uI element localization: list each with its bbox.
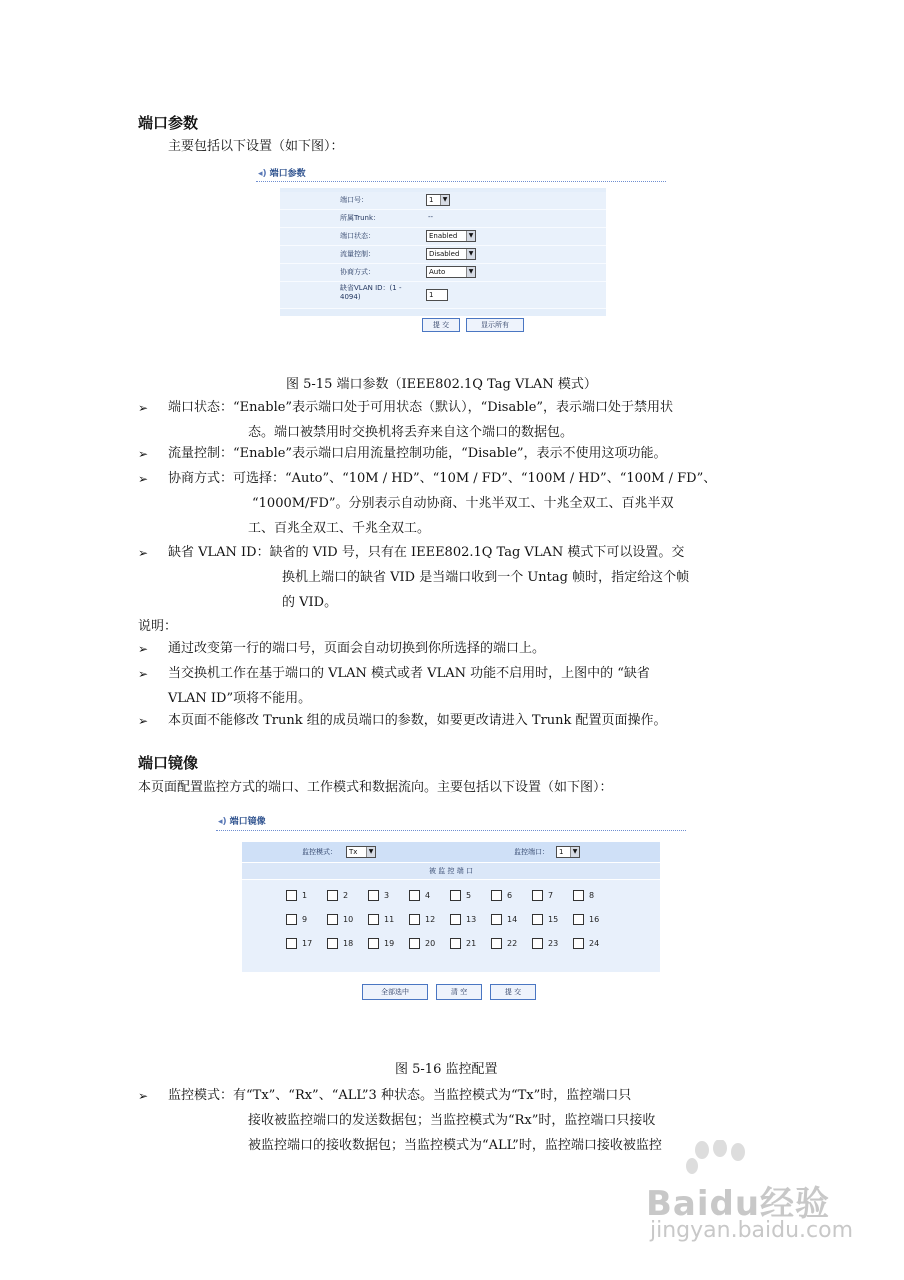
port-checkbox-label: 10 — [343, 915, 354, 924]
list-item: 缺省 VLAN ID：缺省的 VID 号，只有在 IEEE802.1Q Tag VLAN 模式下可以设置。交 — [168, 545, 685, 560]
port-checkbox[interactable] — [327, 938, 338, 949]
port-checkbox-label: 1 — [302, 891, 308, 900]
list-item: 当交换机工作在基于端口的 VLAN 模式或者 VLAN 功能不启用时，上图中的 “缺省 — [168, 666, 650, 681]
port-checkbox-label: 3 — [384, 891, 390, 900]
port-checkbox-label: 14 — [507, 915, 518, 924]
port-select[interactable]: 1 ▼ — [426, 194, 450, 206]
list-item-cont: 接收被监控端口的发送数据包；当监控模式为“Rx”时，监控端口只接收 — [248, 1113, 656, 1128]
bullet-arrow-icon: ➢ — [138, 714, 149, 728]
list-item: 协商方式：可选择：“Auto”、“10M / HD”、“10M / FD”、“100M / HD”、“100M / FD”、 — [168, 471, 717, 486]
port-checkbox[interactable] — [327, 890, 338, 901]
bullet-arrow-icon: ➢ — [138, 472, 149, 486]
figure-caption: 图 5-15 端口参数（IEEE802.1Q Tag VLAN 模式） — [286, 377, 597, 392]
port-checkbox[interactable] — [491, 914, 502, 925]
port-checkbox-label: 15 — [548, 915, 559, 924]
trunk-label: 所属Trunk： — [340, 214, 381, 222]
port-mirror-screenshot — [212, 808, 688, 1018]
vlan-id-input[interactable]: 1 — [426, 289, 448, 301]
panel-title: ◂) 端口镜像 — [218, 817, 266, 827]
form-row-status — [280, 228, 606, 246]
port-checkbox-label: 16 — [589, 915, 600, 924]
list-item: 端口状态：“Enable”表示端口处于可用状态（默认），“Disable”，表示端口处于禁用状 — [168, 400, 674, 415]
port-checkbox-label: 6 — [507, 891, 513, 900]
port-checkbox-label: 8 — [589, 891, 595, 900]
bullet-arrow-icon: ➢ — [138, 447, 149, 461]
list-item-cont: 态。端口被禁用时交换机将丢弃来自这个端口的数据包。 — [248, 425, 574, 440]
section-heading-port-params: 端口参数 — [138, 114, 199, 132]
section-intro: 本页面配置监控方式的端口、工作模式和数据流向。主要包括以下设置（如下图）： — [138, 780, 613, 795]
port-checkbox-label: 22 — [507, 939, 518, 948]
port-checkbox-label: 19 — [384, 939, 395, 948]
divider — [256, 181, 666, 182]
chevron-down-icon: ▼ — [570, 847, 579, 857]
port-checkbox[interactable] — [286, 938, 297, 949]
section-heading-port-mirror: 端口镜像 — [138, 754, 199, 772]
list-item: 流量控制：“Enable”表示端口启用流量控制功能，“Disable”，表示不使用这项功能。 — [168, 446, 667, 461]
figure-caption: 图 5-16 监控配置 — [395, 1062, 498, 1077]
form-row-negotiation — [280, 264, 606, 282]
mirror-config-row — [242, 842, 660, 862]
watermark-logo: Baidu经验 — [646, 1184, 831, 1224]
port-checkbox[interactable] — [573, 890, 584, 901]
port-checkbox[interactable] — [286, 890, 297, 901]
list-item-cont: 的 VID。 — [282, 595, 338, 610]
flow-select[interactable]: Disabled ▼ — [426, 248, 476, 260]
chevron-down-icon: ▼ — [466, 231, 475, 241]
port-checkbox[interactable] — [409, 890, 420, 901]
section-intro: 主要包括以下设置（如下图）： — [168, 139, 344, 154]
port-checkbox-label: 7 — [548, 891, 554, 900]
list-item-cont: 工、百兆全双工、千兆全双工。 — [248, 521, 431, 536]
port-checkbox[interactable] — [573, 938, 584, 949]
port-checkbox[interactable] — [409, 914, 420, 925]
port-checkbox[interactable] — [327, 914, 338, 925]
port-checkbox-label: 2 — [343, 891, 349, 900]
port-checkbox-label: 12 — [425, 915, 436, 924]
port-checkbox-label: 4 — [425, 891, 431, 900]
list-item-cont: 被监控端口的接收数据包；当监控模式为“ALL”时，监控端口接收被监控 — [248, 1138, 662, 1153]
port-checkbox[interactable] — [450, 914, 461, 925]
port-checkbox[interactable] — [286, 914, 297, 925]
clear-button[interactable]: 清 空 — [436, 984, 482, 1000]
show-all-button[interactable]: 显示所有 — [466, 318, 524, 332]
negotiation-select[interactable]: Auto ▼ — [426, 266, 476, 278]
mode-select[interactable]: Tx ▼ — [346, 846, 376, 858]
speaker-icon: ◂) — [258, 169, 267, 179]
chevron-down-icon: ▼ — [466, 249, 475, 259]
vlan-label: 缺省VLAN ID：(1 - 4094) — [340, 284, 402, 301]
bullet-arrow-icon: ➢ — [138, 667, 149, 681]
port-checkbox-label: 17 — [302, 939, 313, 948]
bullet-arrow-icon: ➢ — [138, 642, 149, 656]
port-checkbox-label: 13 — [466, 915, 477, 924]
flow-label: 流量控制： — [340, 250, 375, 258]
port-checkbox-label: 5 — [466, 891, 472, 900]
port-checkbox-label: 21 — [466, 939, 477, 948]
monitored-title: 被 监 控 端 口 — [429, 867, 473, 875]
port-checkbox[interactable] — [491, 890, 502, 901]
chevron-down-icon: ▼ — [366, 847, 375, 857]
mode-label: 监控模式： — [302, 848, 337, 856]
status-select[interactable]: Enabled ▼ — [426, 230, 476, 242]
port-checkbox[interactable] — [450, 890, 461, 901]
port-checkbox[interactable] — [368, 890, 379, 901]
port-checkbox-label: 23 — [548, 939, 559, 948]
form-row-flow — [280, 246, 606, 264]
port-checkbox-grid — [242, 880, 660, 972]
list-item: 本页面不能修改 Trunk 组的成员端口的参数，如要更改请进入 Trunk 配置页面操作。 — [168, 713, 667, 728]
form-area — [280, 188, 606, 316]
chevron-down-icon: ▼ — [440, 195, 449, 205]
port-checkbox[interactable] — [491, 938, 502, 949]
bullet-arrow-icon: ➢ — [138, 1089, 149, 1103]
submit-button[interactable]: 提 交 — [422, 318, 460, 332]
divider — [216, 830, 686, 831]
port-label: 端口号： — [340, 196, 368, 204]
submit-button[interactable]: 提 交 — [490, 984, 536, 1000]
form-row-vlan — [280, 282, 606, 309]
note-title: 说明： — [138, 619, 178, 634]
list-item-cont: “1000M/FD”。分别表示自动协商、十兆半双工、十兆全双工、百兆半双 — [252, 496, 674, 511]
trunk-value: -- — [428, 213, 434, 221]
port-checkbox[interactable] — [573, 914, 584, 925]
port-checkbox[interactable] — [532, 890, 543, 901]
bullet-arrow-icon: ➢ — [138, 401, 149, 415]
port-checkbox-label: 20 — [425, 939, 436, 948]
port-checkbox-label: 24 — [589, 939, 600, 948]
panel-title: ◂) 端口参数 — [258, 169, 306, 179]
speaker-icon: ◂) — [218, 817, 227, 827]
negotiation-label: 协商方式： — [340, 268, 375, 276]
port-checkbox[interactable] — [532, 914, 543, 925]
status-label: 端口状态： — [340, 232, 375, 240]
port-checkbox[interactable] — [450, 938, 461, 949]
monitor-port-select[interactable]: 1 ▼ — [556, 846, 580, 858]
port-params-screenshot — [252, 160, 684, 360]
port-checkbox[interactable] — [368, 938, 379, 949]
list-item: 监控模式：有“Tx”、“Rx”、“ALL”3 种状态。当监控模式为“Tx”时，监控端口只 — [168, 1088, 632, 1103]
select-all-button[interactable]: 全部选中 — [362, 984, 428, 1000]
port-checkbox-label: 11 — [384, 915, 395, 924]
form-row-trunk — [280, 210, 606, 228]
port-checkbox-label: 18 — [343, 939, 354, 948]
port-checkbox[interactable] — [368, 914, 379, 925]
port-checkbox[interactable] — [409, 938, 420, 949]
watermark-url: jingyan.baidu.com — [650, 1218, 854, 1243]
bullet-arrow-icon: ➢ — [138, 546, 149, 560]
port-checkbox[interactable] — [532, 938, 543, 949]
port-checkbox-label: 9 — [302, 915, 308, 924]
monitor-port-label: 监控端口： — [514, 848, 549, 856]
list-item: 通过改变第一行的端口号，页面会自动切换到你所选择的端口上。 — [168, 641, 546, 656]
form-row-port — [280, 192, 606, 210]
monitored-header — [242, 863, 660, 879]
list-item-cont: 换机上端口的缺省 VID 是当端口收到一个 Untag 帧时，指定给这个帧 — [282, 570, 690, 585]
chevron-down-icon: ▼ — [466, 267, 475, 277]
list-item-cont: VLAN ID”项将不能用。 — [168, 691, 312, 706]
